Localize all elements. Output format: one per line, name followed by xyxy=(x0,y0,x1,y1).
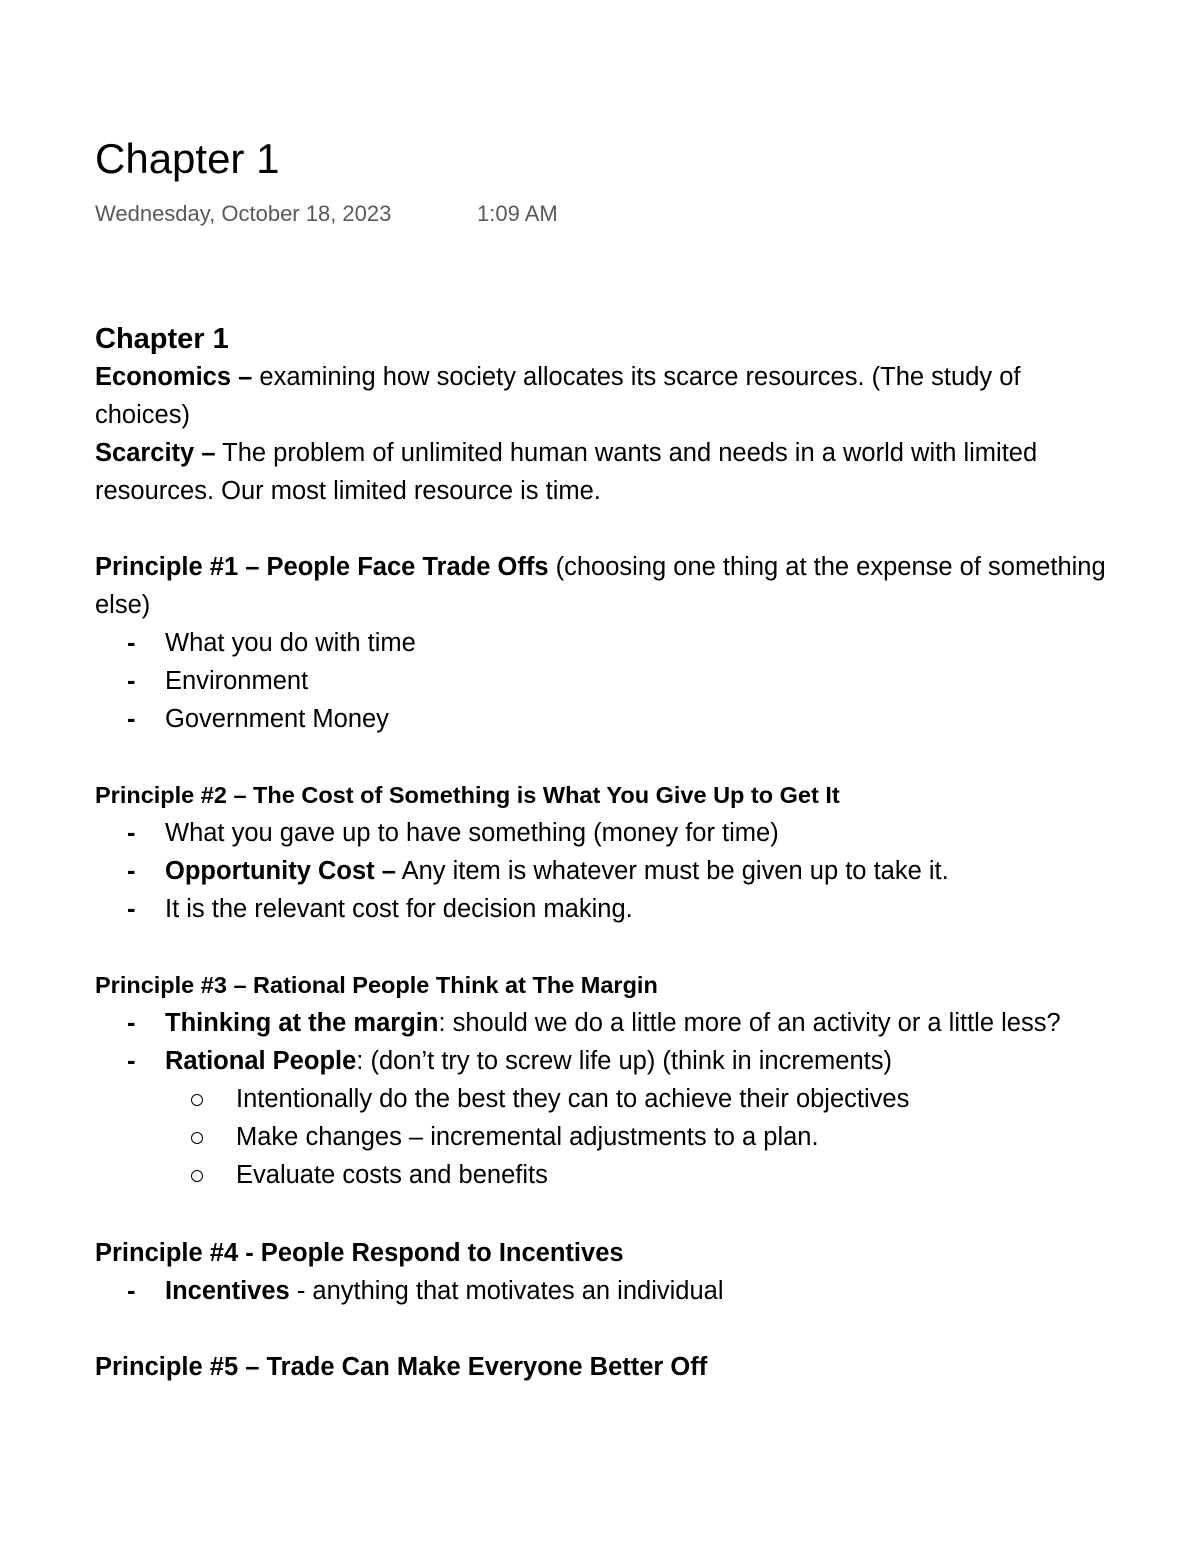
list-item: - What you do with time xyxy=(95,624,1115,662)
list-item xyxy=(95,1272,1115,1310)
page-date: Wednesday, October 18, 2023 xyxy=(95,201,392,226)
list-item xyxy=(95,1042,1115,1080)
thinking-margin-text: : should we do a little more of an activity or a little less? xyxy=(438,1009,1061,1037)
principle-3 xyxy=(95,966,1115,1004)
economics-term: Economics – xyxy=(95,363,253,391)
incentives-term: Incentives xyxy=(165,1277,290,1305)
incentives-text: - anything that motivates an individual xyxy=(289,1277,724,1305)
principle-3-title: Principle #3 – Rational People Think at The Margin xyxy=(95,972,658,998)
sub-list-item: Evaluate costs and benefits xyxy=(95,1156,1115,1194)
thinking-margin-term: Thinking at the margin xyxy=(165,1009,439,1037)
principle-1 xyxy=(95,548,1115,624)
note-body xyxy=(95,320,1115,1386)
opportunity-cost-text: Any item is whatever must be given up to take it. xyxy=(395,857,949,885)
principle-4-title: Principle #4 - People Respond to Incentives xyxy=(95,1239,624,1267)
principle-5 xyxy=(95,1348,1115,1386)
scarcity-text: The problem of unlimited human wants and needs in a world with limited resources. Our most limited resource is time. xyxy=(95,439,1038,505)
sub-list-item: Intentionally do the best they can to achieve their objectives xyxy=(95,1080,1115,1118)
list-item: - Government Money xyxy=(95,700,1115,738)
scarcity-definition xyxy=(95,434,1115,510)
page-time: 1:09 AM xyxy=(477,201,558,226)
scarcity-term: Scarcity – xyxy=(95,439,216,467)
principle-3-list xyxy=(95,1004,1115,1080)
rational-people-sublist xyxy=(95,1080,1115,1194)
list-item: - Environment xyxy=(95,662,1115,700)
principle-1-desc: (choosing one thing at the expense of something else) xyxy=(95,553,1106,619)
principle-2-title: Principle #2 – The Cost of Something is What You Give Up to Get It xyxy=(95,782,840,808)
section-heading: Chapter 1 xyxy=(95,323,229,355)
page-title: Chapter 1 xyxy=(95,135,280,182)
economics-text: examining how society allocates its scarce resources. (The study of choices) xyxy=(95,363,1021,429)
rational-people-text: : (don’t try to screw life up) (think in increments) xyxy=(356,1047,892,1075)
sub-list-item: Make changes – incremental adjustments to a plan. xyxy=(95,1118,1115,1156)
economics-definition xyxy=(95,358,1115,434)
page-meta xyxy=(95,200,558,228)
opportunity-cost-term: Opportunity Cost – xyxy=(165,857,396,885)
principle-4-list xyxy=(95,1272,1115,1310)
list-item: - It is the relevant cost for decision making. xyxy=(95,890,1115,928)
list-item xyxy=(95,852,1115,890)
principle-2-list xyxy=(95,814,1115,928)
principle-2 xyxy=(95,776,1115,814)
principle-5-title: Principle #5 – Trade Can Make Everyone Better Off xyxy=(95,1353,708,1381)
rational-people-term: Rational People xyxy=(165,1047,357,1075)
list-item: - What you gave up to have something (money for time) xyxy=(95,814,1115,852)
principle-1-list xyxy=(95,624,1115,738)
list-item xyxy=(95,1004,1115,1042)
principle-4 xyxy=(95,1234,1115,1272)
principle-1-title: Principle #1 – People Face Trade Offs xyxy=(95,553,549,581)
